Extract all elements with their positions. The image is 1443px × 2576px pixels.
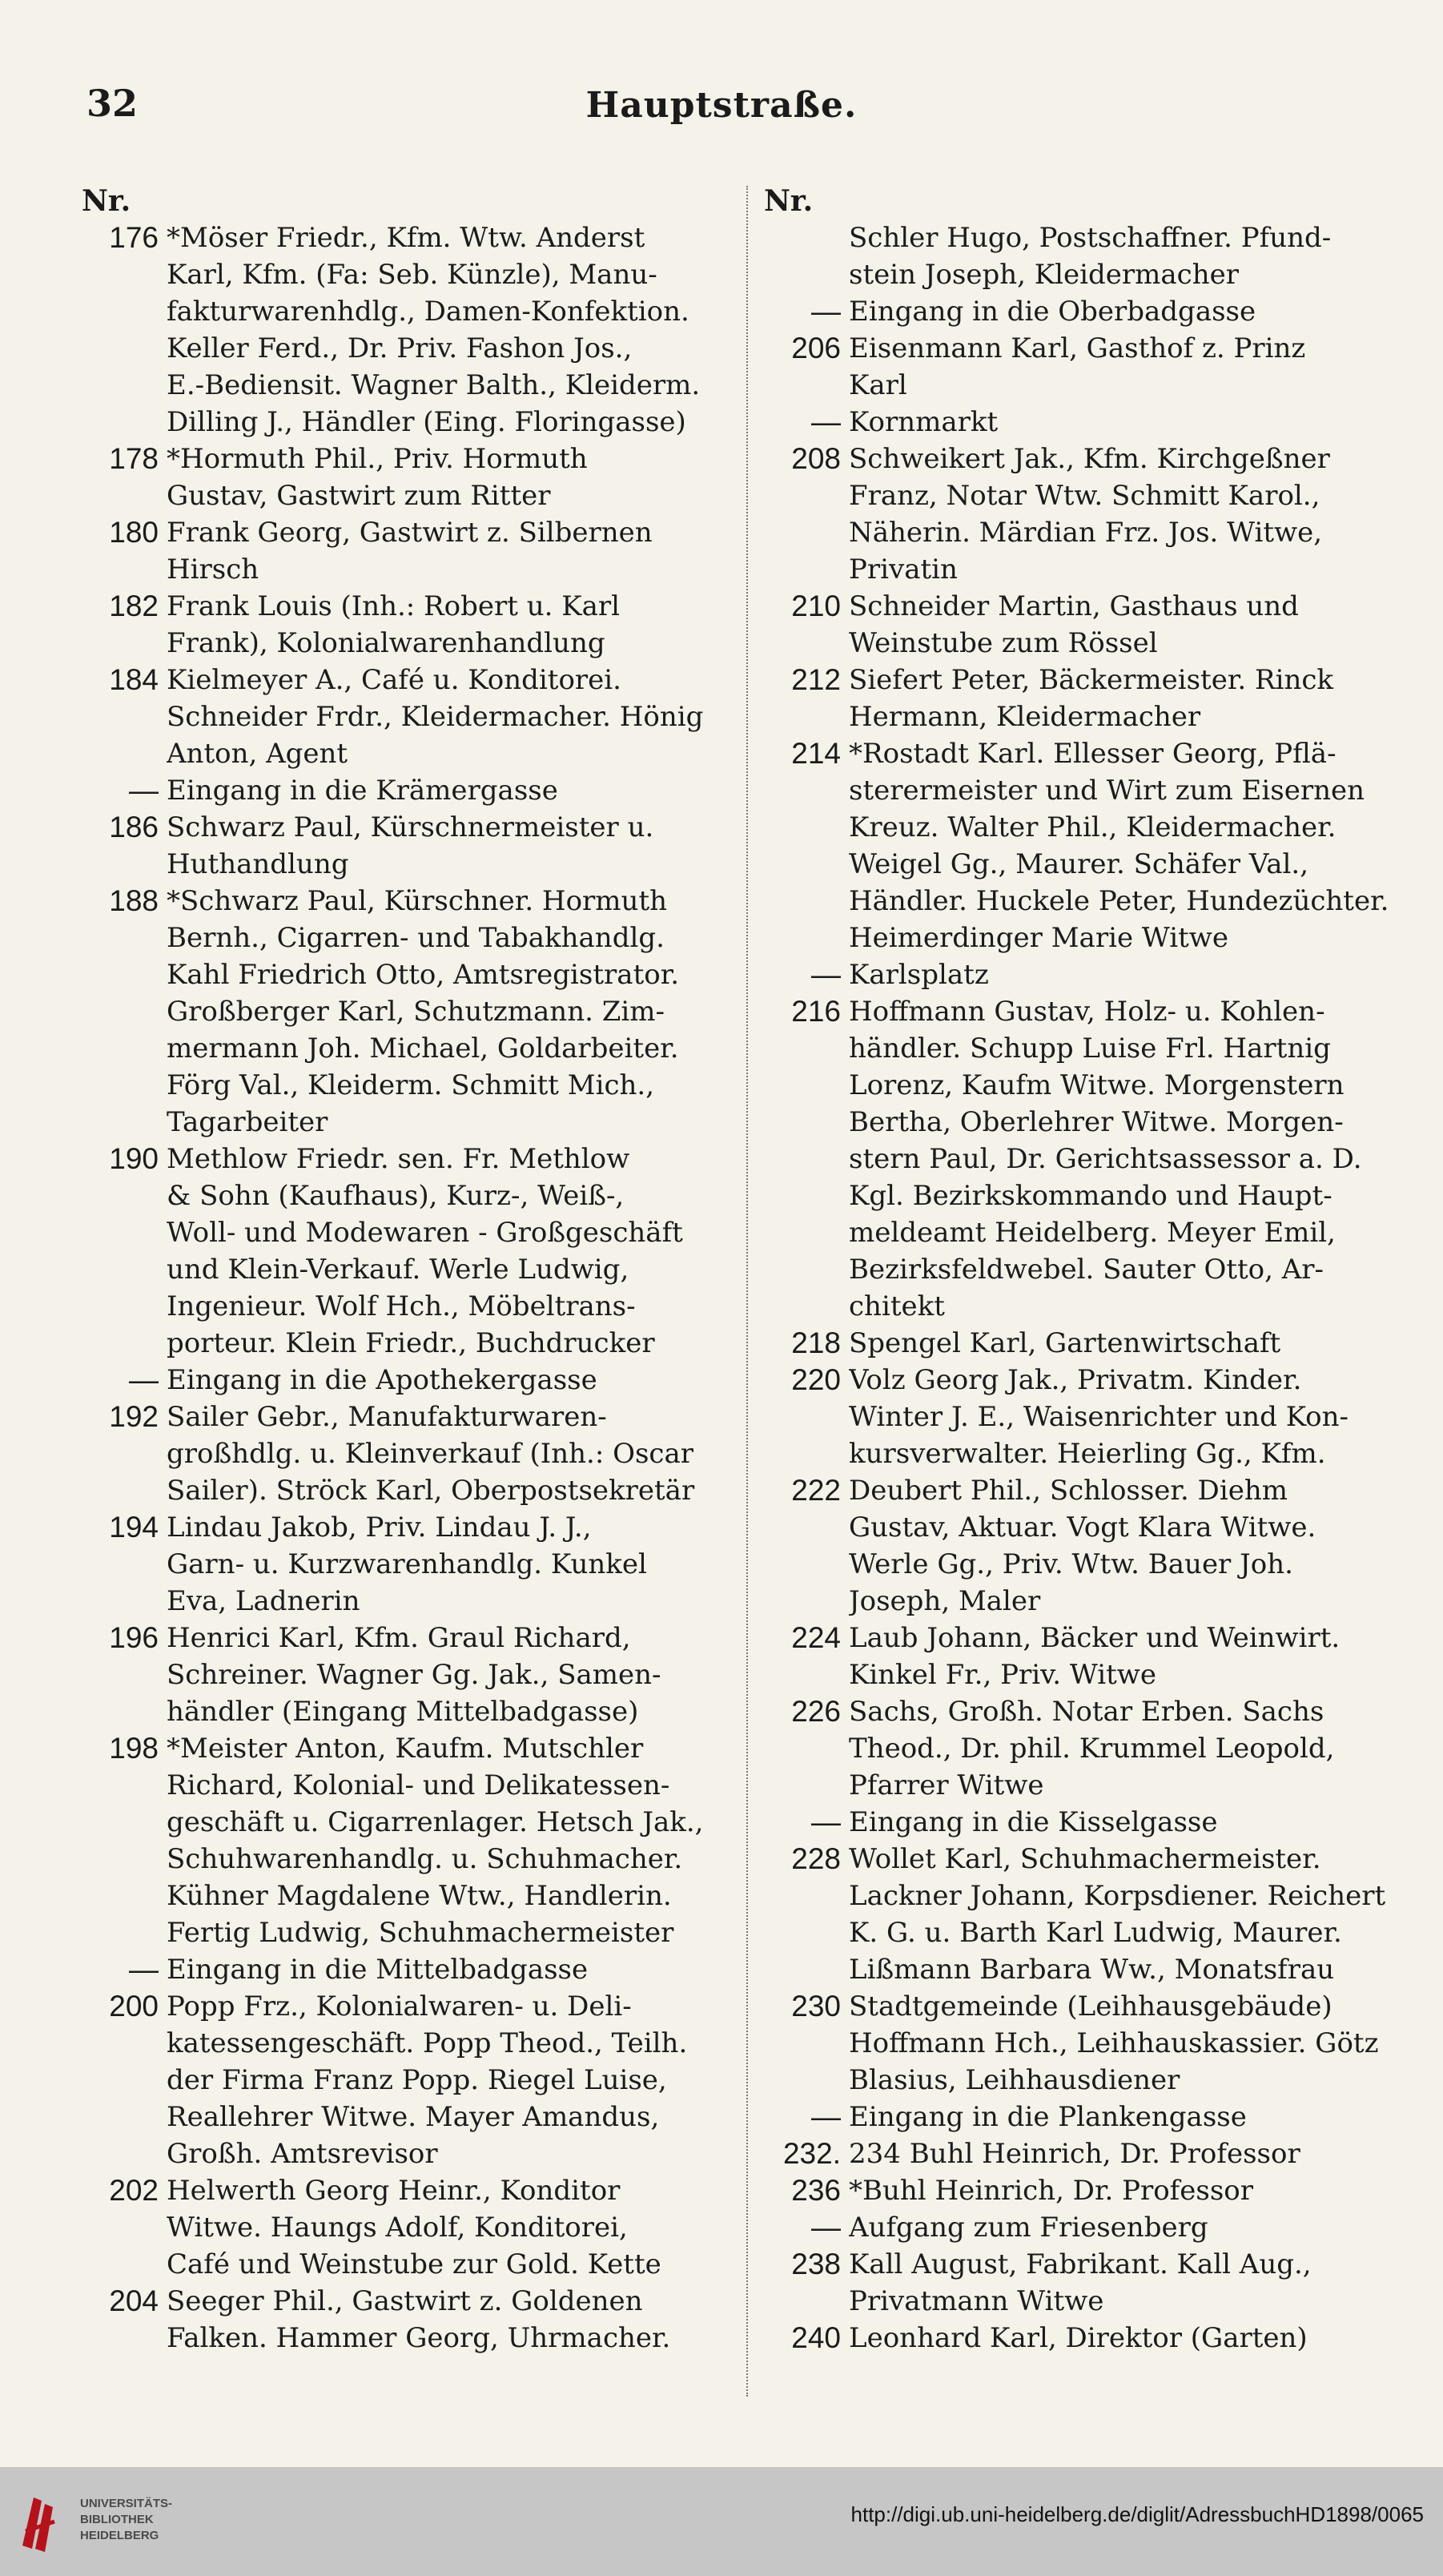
entry-line: Helwerth Georg Heinr., Konditor (167, 2175, 621, 2207)
entry-line: Aufgang zum Friesenberg (849, 2212, 1208, 2244)
directory-entry (74, 1730, 738, 1951)
viewer-footer (0, 2467, 1443, 2576)
entry-line: Heimerdinger Marie Witwe (849, 922, 1228, 954)
entry-line: *Schwarz Paul, Kürschner. Hormuth (167, 885, 667, 917)
entry-text (849, 1693, 1421, 1804)
directory-entry (756, 219, 1421, 293)
entry-line: E.-Bediensit. Wagner Balth., Kleiderm. (167, 369, 701, 401)
house-number: 186 (109, 811, 159, 843)
entry-line: fakturwarenhdlg., Damen-Konfektion. (167, 296, 689, 328)
house-number: 240 (791, 2321, 841, 2354)
house-number: 202 (109, 2174, 159, 2207)
house-number: 206 (791, 332, 841, 364)
entry-text (849, 662, 1421, 735)
entry-text (849, 441, 1421, 588)
entry-line: großhdlg. u. Kleinverkauf (Inh.: Oscar (167, 1438, 693, 1470)
entry-text (849, 1620, 1421, 1693)
entry-line: Frank Georg, Gastwirt z. Silbernen (167, 517, 653, 549)
entry-line: Schweikert Jak., Kfm. Kirchgeßner (849, 443, 1330, 475)
directory-entry (756, 1472, 1421, 1620)
entry-line: Anton, Agent (167, 738, 348, 770)
entry-line: Kgl. Bezirkskommando und Haupt- (849, 1180, 1332, 1212)
entry-line: Dilling J., Händler (Eing. Floringasse) (167, 406, 686, 438)
entry-line: Garn- u. Kurzwarenhandlg. Kunkel (167, 1548, 647, 1580)
entry-line: Siefert Peter, Bäckermeister. Rinck (849, 664, 1333, 696)
entry-line: Volz Georg Jak., Privatm. Kinder. (849, 1364, 1302, 1396)
directory-entry (74, 1362, 738, 1399)
house-number: 184 (109, 663, 159, 696)
entry-line: Eingang in die Plankengasse (849, 2101, 1247, 2133)
house-number: 230 (791, 1990, 841, 2023)
entry-line: und Klein-Verkauf. Werle Ludwig, (167, 1254, 629, 1286)
house-number: 182 (109, 590, 159, 622)
column-divider (746, 186, 748, 2397)
house-number: — (811, 295, 841, 328)
entry-text (849, 2209, 1421, 2246)
entry-line: Witwe. Haungs Adolf, Konditorei, (167, 2212, 628, 2244)
house-number: 210 (791, 590, 841, 622)
entry-text (849, 404, 1421, 441)
entry-line: Sailer Gebr., Manufakturwaren- (167, 1401, 607, 1433)
entry-text (849, 1362, 1421, 1472)
nr-label: Nr. (82, 184, 131, 218)
entry-line: Lißmann Barbara Ww., Monatsfrau (849, 1954, 1335, 1986)
entry-line: Händler. Huckele Peter, Hundezüchter. (849, 885, 1389, 917)
entry-line: Joseph, Maler (849, 1585, 1041, 1617)
entry-line: Großh. Amtsrevisor (167, 2138, 438, 2170)
entry-line: Leonhard Karl, Direktor (Garten) (849, 2322, 1308, 2354)
university-seal-icon (18, 2489, 61, 2554)
directory-entry (74, 1399, 738, 1509)
entry-line: Stadtgemeinde (Leihhausgebäude) (849, 1990, 1332, 2023)
entry-text (167, 662, 738, 772)
entry-line: porteur. Klein Friedr., Buchdrucker (167, 1327, 655, 1359)
house-number: — (811, 958, 841, 991)
entry-line: Hirsch (167, 553, 259, 586)
entry-line: mermann Joh. Michael, Goldarbeiter. (167, 1032, 679, 1065)
entry-line: Methlow Friedr. sen. Fr. Methlow (167, 1143, 630, 1175)
entry-line: Bezirksfeldwebel. Sauter Otto, Ar- (849, 1254, 1324, 1286)
entry-line: Eisenmann Karl, Gasthof z. Prinz (849, 332, 1306, 364)
directory-entry (74, 1620, 738, 1730)
nr-label: Nr. (764, 184, 814, 218)
entry-text (167, 2172, 738, 2283)
entry-line: Pfarrer Witwe (849, 1769, 1044, 1801)
house-number: — (811, 2211, 841, 2244)
directory-entry (74, 662, 738, 772)
house-number: 226 (791, 1695, 841, 1728)
page-title: Hauptstraße. (585, 85, 858, 126)
house-number: 220 (791, 1363, 841, 1396)
entry-text (167, 1951, 738, 1988)
directory-entry (74, 1988, 738, 2172)
house-number: 208 (791, 442, 841, 475)
directory-entry (756, 1362, 1421, 1472)
house-number: — (811, 1805, 841, 1838)
entry-line: Karl, Kfm. (Fa: Seb. Künzle), Manu- (167, 259, 657, 291)
directory-entry (74, 588, 738, 662)
house-number: 222 (791, 1474, 841, 1507)
directory-entry (74, 883, 738, 1141)
directory-entry (74, 2283, 738, 2357)
house-number: — (811, 2100, 841, 2133)
entry-line: Gustav, Aktuar. Vogt Klara Witwe. (849, 1511, 1316, 1544)
entry-text (849, 956, 1421, 993)
entry-text (167, 1399, 738, 1509)
entry-line: Frank Louis (Inh.: Robert u. Karl (167, 590, 621, 622)
entry-line: chitekt (849, 1290, 945, 1322)
entry-line: Seeger Phil., Gastwirt z. Goldenen (167, 2285, 643, 2317)
entry-line: Richard, Kolonial- und Delikatessen- (167, 1769, 670, 1801)
entry-line: Ingenieur. Wolf Hch., Möbeltrans- (167, 1290, 636, 1322)
house-number: — (129, 1953, 159, 1986)
entry-line: stein Joseph, Kleidermacher (849, 259, 1239, 291)
entry-line: Blasius, Leihhausdiener (849, 2064, 1180, 2096)
entry-line: Tagarbeiter (167, 1106, 328, 1138)
directory-entry (756, 2099, 1421, 2135)
entry-line: Kühner Magdalene Wtw., Handlerin. (167, 1880, 672, 1912)
entry-line: Gustav, Gastwirt zum Ritter (167, 480, 551, 512)
house-number: 176 (109, 221, 159, 254)
entry-text (849, 588, 1421, 662)
entry-text (167, 2283, 738, 2357)
house-number (756, 219, 849, 293)
entry-line: Kornmarkt (849, 406, 999, 438)
house-number: 180 (109, 516, 159, 549)
library-name (80, 2496, 172, 2544)
entry-line: Sachs, Großh. Notar Erben. Sachs (849, 1696, 1324, 1728)
entry-text (849, 330, 1421, 404)
entry-text (167, 219, 738, 441)
directory-entry (74, 514, 738, 588)
entry-line: Weinstube zum Rössel (849, 627, 1158, 659)
house-number: 196 (109, 1621, 159, 1654)
entry-text (849, 1472, 1421, 1620)
library-name-line: UNIVERSITÄTS- (80, 2497, 173, 2510)
entry-text (167, 772, 738, 809)
library-name-line: HEIDELBERG (80, 2529, 159, 2542)
directory-entry (74, 772, 738, 809)
entry-text (849, 1325, 1421, 1362)
entry-line: Karl (849, 369, 907, 401)
house-number: 232. (782, 2137, 841, 2170)
entry-line: Kielmeyer A., Café u. Konditorei. (167, 664, 621, 696)
entry-line: *Buhl Heinrich, Dr. Professor (849, 2175, 1254, 2207)
entry-line: Hoffmann Hch., Leihhauskassier. Götz (849, 2027, 1379, 2059)
entry-line: Schuhwarenhandlg. u. Schuhmacher. (167, 1843, 683, 1875)
entry-line: Bertha, Oberlehrer Witwe. Morgen- (849, 1106, 1344, 1138)
entry-line: *Rostadt Karl. Ellesser Georg, Pflä- (849, 738, 1336, 770)
entry-line: Eingang in die Krämergasse (167, 775, 558, 807)
entry-line: sterermeister und Wirt zum Eisernen (849, 775, 1365, 807)
entry-line: Eingang in die Mittelbadgasse (167, 1954, 589, 1986)
entry-text (167, 809, 738, 883)
house-number: 238 (791, 2248, 841, 2280)
entry-line: Popp Frz., Kolonialwaren- u. Deli- (167, 1990, 632, 2023)
directory-entry (74, 1141, 738, 1362)
entry-line: Werle Gg., Priv. Wtw. Bauer Joh. (849, 1548, 1293, 1580)
entry-line: Hermann, Kleidermacher (849, 701, 1201, 733)
directory-entry (756, 956, 1421, 993)
house-number: 178 (109, 442, 159, 475)
entry-line: Keller Ferd., Dr. Priv. Fashon Jos., (167, 332, 633, 364)
directory-entry (756, 441, 1421, 588)
entry-line: Wollet Karl, Schuhmachermeister. (849, 1843, 1321, 1875)
directory-entry (756, 2320, 1421, 2357)
entry-line: Sailer). Ströck Karl, Oberpostsekretär (167, 1475, 695, 1507)
entry-line: Förg Val., Kleiderm. Schmitt Mich., (167, 1069, 655, 1101)
directory-entry (756, 1841, 1421, 1988)
entry-line: Kahl Friedrich Otto, Amtsregistrator. (167, 959, 680, 991)
directory-entry (756, 2135, 1421, 2172)
entry-text (849, 219, 1421, 293)
source-url-link[interactable]: http://digi.ub.uni-heidelberg.de/diglit/AdressbuchHD1898/0065 (850, 2502, 1424, 2526)
entry-text (167, 1509, 738, 1620)
page-number: 32 (86, 82, 139, 125)
entry-text (849, 2135, 1421, 2172)
entry-line: Kinkel Fr., Priv. Witwe (849, 1659, 1157, 1691)
house-number: 216 (791, 995, 841, 1028)
entry-line: Eva, Ladnerin (167, 1585, 360, 1617)
directory-entry (756, 588, 1421, 662)
entry-line: Frank), Kolonialwarenhandlung (167, 627, 605, 659)
entry-text (849, 1841, 1421, 1988)
entry-text (849, 2172, 1421, 2209)
entry-line: Spengel Karl, Gartenwirtschaft (849, 1327, 1281, 1359)
directory-entry (756, 2209, 1421, 2246)
entry-line: Weigel Gg., Maurer. Schäfer Val., (849, 848, 1309, 880)
house-number: 192 (109, 1400, 159, 1433)
entry-line: Woll- und Modewaren - Großgeschäft (167, 1217, 683, 1249)
directory-entry (74, 2172, 738, 2283)
entry-list (74, 219, 738, 2357)
entry-line: Karlsplatz (849, 959, 989, 991)
house-number: 188 (109, 884, 159, 917)
entry-line: Schwarz Paul, Kürschnermeister u. (167, 811, 654, 843)
entry-text (167, 441, 738, 514)
house-number: 236 (791, 2174, 841, 2207)
entry-line: Falken. Hammer Georg, Uhrmacher. (167, 2322, 671, 2354)
entry-line: katessengeschäft. Popp Theod., Teilh. (167, 2027, 688, 2059)
entry-text (167, 1141, 738, 1362)
entry-text (849, 293, 1421, 330)
entry-line: meldeamt Heidelberg. Meyer Emil, (849, 1217, 1336, 1249)
entry-line: Winter J. E., Waisenrichter und Kon- (849, 1401, 1349, 1433)
entry-line: Henrici Karl, Kfm. Graul Richard, (167, 1622, 631, 1654)
entry-line: Lackner Johann, Korpsdiener. Reichert (849, 1880, 1386, 1912)
entry-line: Fertig Ludwig, Schuhmachermeister (167, 1917, 674, 1949)
directory-entry (756, 662, 1421, 735)
entry-text (167, 1620, 738, 1730)
entry-line: *Hormuth Phil., Priv. Hormuth (167, 443, 588, 475)
entry-line: Schneider Frdr., Kleidermacher. Hönig (167, 701, 704, 733)
house-number: 200 (109, 1990, 159, 2023)
entry-line: Theod., Dr. phil. Krummel Leopold, (849, 1733, 1335, 1765)
entry-line: & Sohn (Kaufhaus), Kurz-, Weiß-, (167, 1180, 625, 1212)
directory-entry (756, 1988, 1421, 2099)
entry-line: Privatin (849, 553, 958, 586)
directory-entry (756, 293, 1421, 330)
entry-text (167, 1988, 738, 2172)
entry-line: Hoffmann Gustav, Holz- u. Kohlen- (849, 996, 1325, 1028)
entry-text (167, 883, 738, 1141)
house-number: 198 (109, 1732, 159, 1765)
library-name-line: BIBLIOTHEK (80, 2513, 154, 2526)
entry-line: 234 Buhl Heinrich, Dr. Professor (849, 2138, 1300, 2170)
entry-line: Privatmann Witwe (849, 2285, 1104, 2317)
entry-line: Näherin. Märdian Frz. Jos. Witwe, (849, 517, 1323, 549)
house-number: 212 (791, 663, 841, 696)
house-number: 190 (109, 1142, 159, 1175)
entry-line: geschäft u. Cigarrenlager. Hetsch Jak., (167, 1806, 704, 1838)
house-number: — (129, 1363, 159, 1396)
house-number: 194 (109, 1511, 159, 1544)
directory-entry (74, 441, 738, 514)
directory-entry (756, 735, 1421, 956)
directory-entry (74, 219, 738, 441)
directory-entry (756, 1693, 1421, 1804)
entry-line: Deubert Phil., Schlosser. Diehm (849, 1475, 1288, 1507)
entry-line: Schler Hugo, Postschaffner. Pfund- (849, 222, 1332, 254)
entry-line: der Firma Franz Popp. Riegel Luise, (167, 2064, 667, 2096)
entry-line: händler (Eingang Mittelbadgasse) (167, 1696, 639, 1728)
directory-entry (74, 809, 738, 883)
directory-entry (756, 404, 1421, 441)
entry-line: Kreuz. Walter Phil., Kleidermacher. (849, 811, 1336, 843)
directory-entry (756, 993, 1421, 1325)
entry-text (167, 588, 738, 662)
entry-text (849, 1804, 1421, 1841)
entry-line: Schneider Martin, Gasthaus und (849, 590, 1299, 622)
entry-list (756, 219, 1421, 2357)
directory-entry (756, 330, 1421, 404)
entry-line: stern Paul, Dr. Gerichtsassessor a. D. (849, 1143, 1362, 1175)
entry-line: Laub Johann, Bäcker und Weinwirt. (849, 1622, 1341, 1654)
right-column (756, 183, 1421, 2393)
directory-entry (756, 1325, 1421, 1362)
house-number: 224 (791, 1621, 841, 1654)
entry-line: Lindau Jakob, Priv. Lindau J. J., (167, 1511, 592, 1544)
entry-line: Reallehrer Witwe. Mayer Amandus, (167, 2101, 660, 2133)
entry-text (849, 735, 1421, 956)
entry-line: Huthandlung (167, 848, 349, 880)
entry-text (167, 514, 738, 588)
entry-text (849, 2099, 1421, 2135)
house-number: 218 (791, 1326, 841, 1359)
house-number: — (129, 774, 159, 807)
entry-line: Café und Weinstube zur Gold. Kette (167, 2248, 661, 2280)
entry-text (167, 1730, 738, 1951)
house-number: 214 (791, 737, 841, 770)
entry-text (849, 2320, 1421, 2357)
entry-text (849, 993, 1421, 1325)
entry-line: händler. Schupp Luise Frl. Hartnig (849, 1032, 1331, 1065)
entry-line: Franz, Notar Wtw. Schmitt Karol., (849, 480, 1320, 512)
directory-entry (756, 1620, 1421, 1693)
directory-entry (74, 1951, 738, 1988)
entry-line: kursverwalter. Heierling Gg., Kfm. (849, 1438, 1326, 1470)
entry-line: Kall August, Fabrikant. Kall Aug., (849, 2248, 1312, 2280)
entry-text (849, 2246, 1421, 2320)
left-column (74, 183, 738, 2393)
entry-line: Schreiner. Wagner Gg. Jak., Samen- (167, 1659, 661, 1691)
directory-entry (756, 2172, 1421, 2209)
directory-entry (756, 1804, 1421, 1841)
house-number: 228 (791, 1842, 841, 1875)
house-number: 204 (109, 2284, 159, 2317)
entry-line: Eingang in die Kisselgasse (849, 1806, 1218, 1838)
entry-line: Bernh., Cigarren- und Tabakhandlg. (167, 922, 665, 954)
entry-line: *Meister Anton, Kaufm. Mutschler (167, 1733, 644, 1765)
entry-text (167, 1362, 738, 1399)
entry-line: K. G. u. Barth Karl Ludwig, Maurer. (849, 1917, 1342, 1949)
entry-line: Großberger Karl, Schutzmann. Zim- (167, 996, 665, 1028)
house-number: — (811, 405, 841, 438)
entry-line: Eingang in die Apothekergasse (167, 1364, 597, 1396)
entry-text (849, 1988, 1421, 2099)
entry-line: Lorenz, Kaufm Witwe. Morgenstern (849, 1069, 1345, 1101)
directory-entry (74, 1509, 738, 1620)
entry-line: Eingang in die Oberbadgasse (849, 296, 1256, 328)
directory-entry (756, 2246, 1421, 2320)
entry-line: *Möser Friedr., Kfm. Wtw. Anderst (167, 222, 645, 254)
